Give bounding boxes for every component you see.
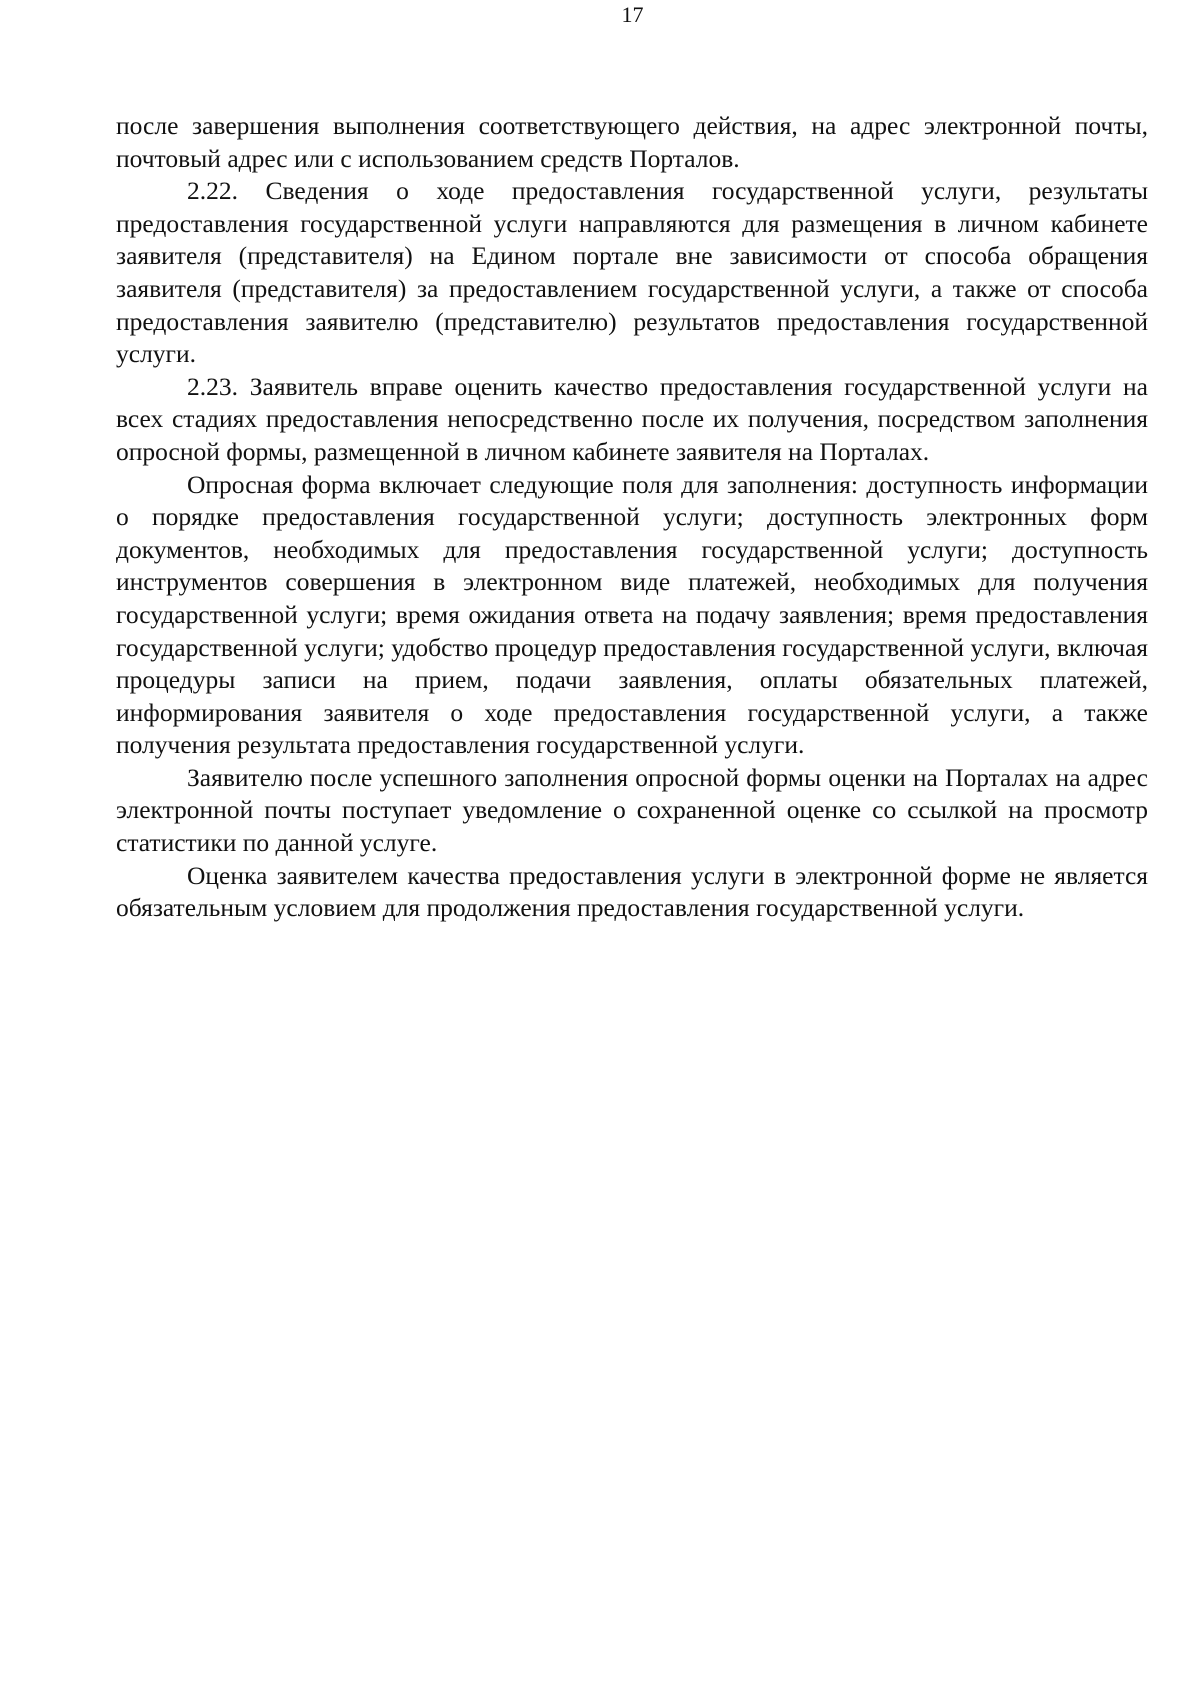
paragraph-2-23: 2.23. Заявитель вправе оценить качество предоставления государственной услуги на всех стадиях предоставления непосредственно после их получения, посредством заполнения опросной формы, размещенной в личном кабинете заявителя на Порталах.: [116, 371, 1148, 466]
paragraph-evaluation: Оценка заявителем качества предоставления услуги в электронной форме не является обязательным условием для продолжения предоставления государственной услуги.: [116, 860, 1148, 923]
paragraph-continuation: после завершения выполнения соответствующего действия, на адрес электронной почты, почтовый адрес или с использованием средств Порталов.: [116, 111, 1148, 173]
document-body: [116, 110, 1148, 925]
paragraph-survey-form: Опросная форма включает следующие поля для заполнения: доступность информации о порядке предоставления государственной услуги; доступность электронных форм документов, необходимых для предоставления государственной услуги; доступность инструментов совершения в электронном виде платежей, необходимых для получения государственной услуги; время ожидания ответа на подачу заявления; время предоставления государственной услуги; удобство процедур предоставления государственной услуги, включая процедуры записи на прием, подачи заявления, оплаты обязательных платежей, информирования заявителя о ходе предоставления государственной услуги, а также получения результата предоставления государственной услуги.: [116, 469, 1148, 760]
paragraph-2-22: 2.22. Сведения о ходе предоставления государственной услуги, результаты предоставления государственной услуги направляются для размещения в личном кабинете заявителя (представителя) на Едином портале вне зависимости от способа обращения заявителя (представителя) за предоставлением государственной услуги, а также от способа предоставления заявителю (представителю) результатов предоставления государственной услуги.: [116, 176, 1148, 369]
paragraph-notification: Заявителю после успешного заполнения опросной формы оценки на Порталах на адрес электронной почты поступает уведомление о сохраненной оценке со ссылкой на просмотр статистики по данной услуге.: [116, 762, 1148, 858]
page-number: 17: [621, 2, 644, 27]
